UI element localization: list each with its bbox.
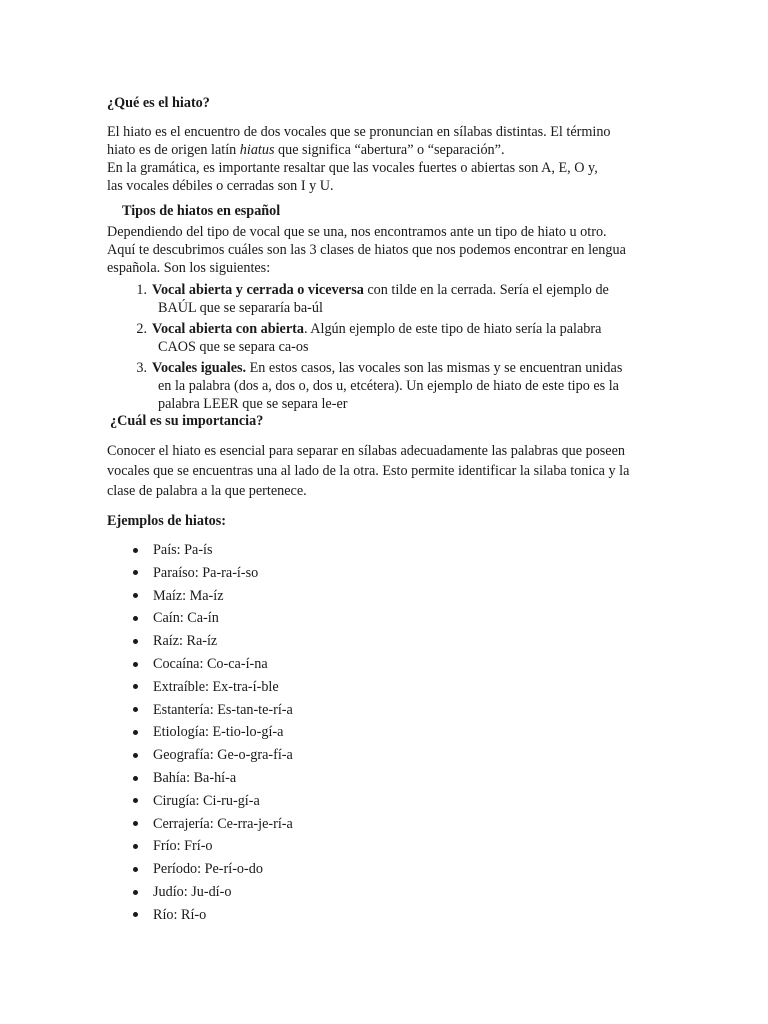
- bullet-icon: [133, 730, 138, 735]
- importancia-line-1: Conocer el hiato es esencial para separar en sílabas adecuadamente las palabras que poseen: [107, 443, 625, 459]
- ejemplo-item: Frío: Frí-o: [153, 838, 213, 855]
- tipos-intro-line-3: española. Son los siguientes:: [107, 260, 271, 276]
- intro-line-2-text-b: que significa “abertura” o “separación”.: [274, 142, 505, 158]
- bullet-icon: [133, 570, 138, 575]
- ejemplo-item: Caín: Ca-ín: [153, 610, 219, 627]
- bullet-icon: [133, 912, 138, 917]
- tipo-3-line-1: [152, 359, 622, 377]
- bullet-icon: [133, 662, 138, 667]
- ejemplo-item: Judío: Ju-dí-o: [153, 884, 232, 900]
- bullet-icon: [133, 616, 138, 621]
- tipo-2-line-1: [152, 320, 601, 338]
- bullet-icon: [133, 753, 138, 758]
- tipos-intro-line-1: Dependiendo del tipo de vocal que se una, nos encontramos ante un tipo de hiato u otro.: [107, 224, 607, 240]
- tipo-3-text: En estos casos, las vocales son las mismas y se encuentran unidas: [246, 360, 623, 376]
- tipo-2-text: . Algún ejemplo de este tipo de hiato sería la palabra: [303, 321, 602, 337]
- ejemplo-item: País: Pa-ís: [153, 542, 213, 558]
- tipo-1-line-1: [152, 281, 609, 299]
- bullet-icon: [133, 867, 138, 872]
- ejemplo-item: Cirugía: Ci-ru-gí-a: [153, 792, 260, 809]
- bullet-icon: [133, 821, 138, 826]
- heading-importancia: ¿Cuál es su importancia?: [110, 413, 264, 429]
- tipo-3-line-2: en la palabra (dos a, dos o, dos u, etcétera). Un ejemplo de hiato de este tipo es la: [158, 378, 619, 394]
- tipo-1-title: Vocal abierta y cerrada o viceversa: [152, 282, 364, 298]
- ejemplo-item: Bahía: Ba-hí-a: [153, 770, 237, 786]
- bullet-icon: [133, 593, 138, 598]
- tipo-3-title: Vocales iguales.: [152, 360, 247, 376]
- tipo-2-number: 2.: [136, 321, 147, 337]
- tipo-2-line-2: CAOS que se separa ca-os: [158, 339, 309, 355]
- tipo-1-number: 1.: [136, 282, 147, 298]
- bullet-icon: [133, 798, 138, 803]
- ejemplo-item: Cerrajería: Ce-rra-je-rí-a: [153, 815, 293, 832]
- ejemplo-item: Extraíble: Ex-tra-í-ble: [153, 678, 279, 695]
- heading-tipos-hiatos: Tipos de hiatos en español: [122, 203, 281, 219]
- ejemplo-item: Río: Rí-o: [153, 906, 207, 923]
- tipo-1-text: con tilde en la cerrada. Sería el ejemplo de: [363, 282, 609, 298]
- bullet-icon: [133, 639, 138, 644]
- bullet-icon: [133, 890, 138, 895]
- intro-line-4: las vocales débiles o cerradas son I y U.: [107, 178, 334, 194]
- ejemplo-item: Estantería: Es-tan-te-rí-a: [153, 701, 293, 718]
- intro-line-1: El hiato es el encuentro de dos vocales que se pronuncian en sílabas distintas. El término: [107, 124, 611, 140]
- ejemplo-item: Geografía: Ge-o-gra-fí-a: [153, 747, 293, 764]
- bullet-icon: [133, 776, 138, 781]
- ejemplo-item: Paraíso: Pa-ra-í-so: [153, 564, 259, 581]
- tipo-3-line-3: palabra LEER que se separa le-er: [158, 396, 348, 412]
- bullet-icon: [133, 844, 138, 849]
- intro-line-2-text-a: hiato es de origen latín: [107, 142, 240, 158]
- bullet-icon: [133, 684, 138, 689]
- importancia-line-3: clase de palabra a la que pertenece.: [107, 483, 307, 499]
- tipos-intro-line-2: Aquí te descubrimos cuáles son las 3 clases de hiatos que nos podemos encontrar en lengua: [107, 242, 626, 258]
- heading-ejemplos: Ejemplos de hiatos:: [107, 513, 227, 529]
- tipo-3-number: 3.: [136, 360, 147, 376]
- ejemplo-item: Raíz: Ra-íz: [153, 633, 218, 650]
- ejemplo-item: Período: Pe-rí-o-do: [153, 861, 263, 878]
- heading-que-es-hiato: ¿Qué es el hiato?: [107, 95, 210, 111]
- tipo-1-line-2: BAÚL que se separaría ba-úl: [158, 300, 323, 316]
- ejemplo-item: Etiología: E-tio-lo-gí-a: [153, 724, 284, 741]
- bullet-icon: [133, 548, 138, 553]
- importancia-line-2: vocales que se encuentras una al lado de la otra. Esto permite identificar la silaba tonica y la: [107, 463, 630, 479]
- tipo-2-title: Vocal abierta con abierta: [152, 321, 304, 337]
- ejemplo-item: Cocaína: Co-ca-í-na: [153, 656, 268, 672]
- intro-line-2: [107, 141, 505, 159]
- intro-line-3: En la gramática, es importante resaltar que las vocales fuertes o abiertas son A, E, O y,: [107, 160, 598, 176]
- bullet-icon: [133, 707, 138, 712]
- intro-latin-word: hiatus: [239, 142, 275, 158]
- ejemplo-item: Maíz: Ma-íz: [153, 587, 224, 604]
